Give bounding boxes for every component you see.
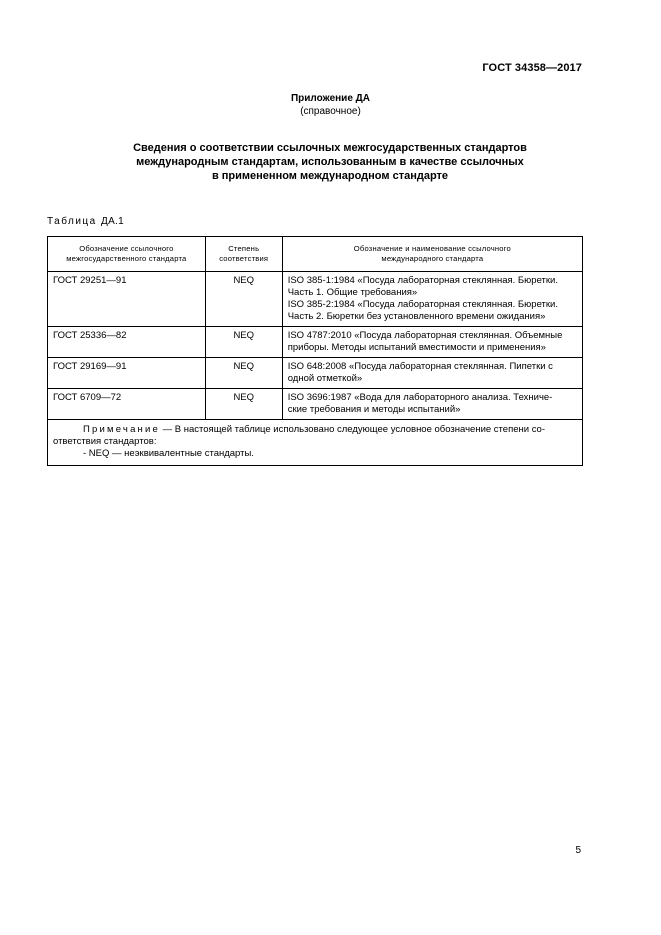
appendix-subtitle: (справочное) xyxy=(300,106,361,117)
header-gost-designation xyxy=(48,237,206,272)
iso-text: одной отметкой» xyxy=(287,373,363,384)
iso-text: приборы. Методы испытаний вместимости и применения» xyxy=(287,342,546,353)
gost-cell: ГОСТ 25336—82 xyxy=(48,327,206,358)
iso-text: ISO 3696:1987 «Вода для лабораторного анализа. Техниче- xyxy=(287,392,553,403)
iso-text: Часть 2. Бюретки без установленного времени ожидания» xyxy=(287,311,546,322)
iso-text: ISO 385-2:1984 «Посуда лабораторная стеклянная. Бюретки. xyxy=(287,299,558,310)
table-header-row xyxy=(48,237,583,272)
header-text: Обозначение ссылочного xyxy=(79,244,174,253)
table-row xyxy=(48,358,583,389)
page-number: 5 xyxy=(575,845,581,856)
gost-cell: ГОСТ 6709—72 xyxy=(48,389,206,420)
iso-cell xyxy=(282,389,582,420)
header-text: международного стандарта xyxy=(381,254,484,263)
header-text: Степень xyxy=(228,244,260,253)
table-row xyxy=(48,272,583,327)
iso-cell xyxy=(282,272,582,327)
document-title xyxy=(80,141,580,183)
document-code: ГОСТ 34358—2017 xyxy=(482,62,582,74)
correspondence-table xyxy=(47,236,583,466)
header-text: межгосударственного стандарта xyxy=(66,254,187,263)
table-note-row xyxy=(48,420,583,466)
degree-cell: NEQ xyxy=(205,272,282,327)
table-caption-label: Таблица xyxy=(47,216,97,227)
document-title-line: Сведения о соответствии ссылочных межгосударственных стандартов xyxy=(133,142,527,154)
appendix-title: Приложение ДА xyxy=(290,93,371,104)
table-row xyxy=(48,389,583,420)
header-degree xyxy=(205,237,282,272)
header-text: соответствия xyxy=(219,254,269,263)
iso-cell xyxy=(282,358,582,389)
table-caption xyxy=(47,216,124,227)
iso-text: ISO 385-1:1984 «Посуда лабораторная стеклянная. Бюретки. xyxy=(287,275,558,286)
appendix-heading xyxy=(0,92,661,118)
gost-cell: ГОСТ 29251—91 xyxy=(48,272,206,327)
table-note xyxy=(48,420,583,466)
header-text: Обозначение и наименование ссылочного xyxy=(353,244,511,253)
degree-cell: NEQ xyxy=(205,389,282,420)
degree-cell: NEQ xyxy=(205,358,282,389)
iso-cell xyxy=(282,327,582,358)
table-caption-number: ДА.1 xyxy=(101,216,124,227)
document-title-line: в примененном международном стандарте xyxy=(211,170,449,182)
note-text: - NEQ — неэквивалентные стандарты. xyxy=(83,448,254,459)
document-title-line: международным стандартам, использованным в качестве ссылочных xyxy=(136,156,524,168)
iso-text: ISO 648:2008 «Посуда лабораторная стеклянная. Пипетки с xyxy=(287,361,553,372)
note-text: ответствия стандартов: xyxy=(53,436,157,447)
degree-cell: NEQ xyxy=(205,327,282,358)
note-text: — В настоящей таблице использовано следующее условное обозначение степени со- xyxy=(160,424,546,435)
note-label: Примечание xyxy=(83,424,160,435)
gost-cell: ГОСТ 29169—91 xyxy=(48,358,206,389)
iso-text: Часть 1. Общие требования» xyxy=(287,287,418,298)
table-row xyxy=(48,327,583,358)
iso-text: ские требования и методы испытаний» xyxy=(287,404,461,415)
header-iso-designation xyxy=(282,237,582,272)
iso-text: ISO 4787:2010 «Посуда лабораторная стеклянная. Объемные xyxy=(287,330,563,341)
